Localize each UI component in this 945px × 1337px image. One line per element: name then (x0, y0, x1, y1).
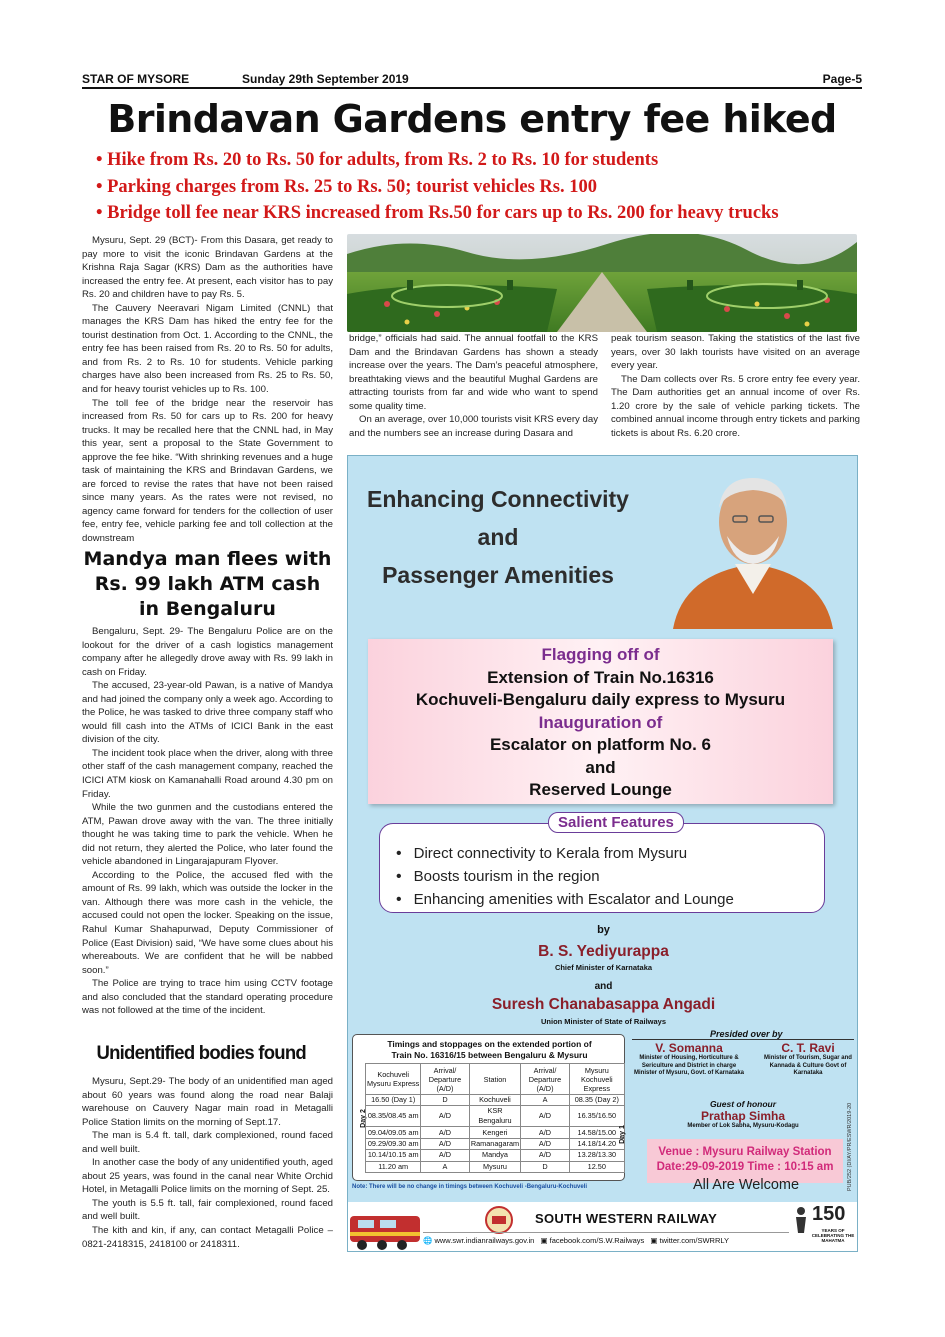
guest-title: Member of Lok Sabha, Mysuru-Kodagu (687, 1123, 799, 1129)
website-link[interactable]: www.swr.indianrailways.gov.in (434, 1236, 535, 1245)
table-cell: 14.18/14.20 (569, 1138, 624, 1149)
garden-image-icon (347, 234, 857, 332)
highlight-bullets (96, 147, 866, 227)
main-story-col2 (349, 332, 598, 440)
table-cell: D (421, 1095, 469, 1106)
table-row (366, 1161, 625, 1172)
publication-code: PUB/252 (DI/AY/PR/ESWR/2019-20 (847, 1102, 853, 1191)
twitter-icon: ▣ (650, 1236, 658, 1245)
story2-body (82, 625, 333, 1018)
flag-line: Extension of Train No.16316 (487, 667, 714, 687)
train-timetable (352, 1034, 625, 1181)
timetable-title (353, 1039, 626, 1060)
day2-label: Day 2 (359, 1109, 367, 1128)
table-header: Mysuru Kochuveli Express (569, 1064, 624, 1095)
table-row (366, 1150, 625, 1161)
table-cell: D (521, 1161, 569, 1172)
table-header: Station (469, 1064, 521, 1095)
guest-label: Guest of honour (709, 1099, 777, 1109)
badge-text: YEARS OF CELEBRATING THE MAHATMA (811, 1228, 855, 1243)
presiding-minister-1 (630, 1041, 748, 1078)
table-cell: 11.20 am (366, 1161, 421, 1172)
issue-date: Sunday 29th September 2019 (242, 72, 409, 86)
flag-line: and (585, 757, 616, 777)
story2-headline: Mandya man flees with Rs. 99 lakh ATM cash in Bengaluru (83, 548, 332, 620)
chief-guest-name: B. S. Yediyurappa (538, 943, 669, 960)
flag-line: Flagging off of (541, 645, 660, 664)
table-header: Arrival/ Departure (A/D) (521, 1064, 569, 1095)
table-header: Kochuveli Mysuru Express (366, 1064, 421, 1095)
timetable-grid (365, 1063, 625, 1173)
paragraph: bridge,” officials had said. The annual footfall to the KRS Dam and the Brindavan Gardens has shown a steady increase over the years. The Dam’s peaceful atmosphere, breathtaking views and the beautiful Mughal Gardens are attracting tourists from far and wide who want to spend some quality time. (349, 333, 598, 412)
table-cell: 12.50 (569, 1161, 624, 1172)
table-cell: A/D (421, 1127, 469, 1138)
railway-logo-icon (485, 1206, 513, 1234)
salient-item: • Enhancing amenities with Escalator and Lounge (396, 888, 734, 911)
twitter-link[interactable]: twitter.com/SWRRLY (659, 1236, 729, 1245)
table-cell: 16.50 (Day 1) (366, 1095, 421, 1106)
paragraph: The Police are trying to trace him using CCTV footage and also concluded that the standard operating procedure was not followed at the time of the incident. (82, 978, 333, 1017)
table-row (366, 1106, 625, 1127)
paper-name: STAR OF MYSORE (82, 72, 190, 86)
paragraph: peak tourism season. Taking the statistics of the last five years, over 30 lakh tourists have visited on an average every year. (611, 333, 860, 372)
main-headline: Brindavan Gardens entry fee hiked (107, 97, 837, 141)
table-cell: 09.29/09.30 am (366, 1138, 421, 1149)
table-cell: Ramanagaram (470, 1138, 520, 1148)
salient-label: Salient Features (548, 812, 684, 833)
brindavan-gardens-photo (347, 234, 857, 332)
bullet-item: • Parking charges from Rs. 25 to Rs. 50; tourist vehicles Rs. 100 (96, 176, 597, 197)
paragraph: The man is 5.4 ft. tall, dark complexioned, round faced and well built. (82, 1130, 333, 1155)
pres1-name: V. Somanna (655, 1041, 723, 1055)
person-portrait-icon (653, 464, 853, 629)
table-cell: Mandya (469, 1150, 521, 1161)
day1-label: Day 1 (619, 1125, 627, 1144)
mahatma-silhouette-icon (790, 1205, 812, 1235)
train-engine-icon (348, 1202, 428, 1252)
table-cell: A/D (421, 1106, 469, 1127)
presiding-minister-2 (758, 1041, 858, 1078)
badge-number: 150 (812, 1203, 846, 1225)
paragraph: In another case the body of any unidentified youth, aged about 25 years, was found in the canal near White Orchid Hotel, in Metagalli Police limits on the morning of Sept. 25. (82, 1157, 333, 1196)
table-cell: 10.14/10.15 am (366, 1150, 421, 1161)
page-number: Page-5 (822, 72, 862, 86)
table-cell: 13.28/13.30 (569, 1150, 624, 1161)
minister-title: Union Minister of State of Railways (540, 1017, 667, 1026)
table-cell: A/D (521, 1127, 569, 1138)
table-note: Note: There will be no change in timings between Kochuveli -Bengaluru-Kochuveli (352, 1184, 588, 1190)
railway-footer (348, 1202, 858, 1252)
paragraph: The youth is 5.5 ft. tall, fair complexioned, round faced and well built. (82, 1197, 333, 1223)
minister-name: Suresh Chanabasappa Angadi (491, 996, 716, 1013)
salient-item: • Direct connectivity to Kerala from Mysuru (396, 842, 734, 865)
table-cell: A/D (521, 1106, 569, 1127)
pres1-title: Minister of Housing, Horticulture & Sericulture and District in charge Minister of Mysuru, Govt. of Karnataka (633, 1055, 745, 1076)
chief-guest-title: Chief Minister of Karnataka (554, 963, 653, 972)
paragraph: Mysuru, Sept.29- The body of an unidentified man aged about 60 years was found along the road near Balaji warehouse on Cauvery Nagar main road in Metagalli Police Station limits on the morning of Sept.17. (82, 1076, 333, 1128)
globe-icon: 🌐 (423, 1236, 433, 1245)
ad-title-line: Enhancing Connectivity (367, 486, 629, 512)
paragraph: The Dam collects over Rs. 5 crore entry fee every year. The Dam authorities get an annual income of over Rs. 1.20 crore by the sale of vehicle parking tickets. The combined annual income through entry tickets and parking tickets is about Rs. 6.20 crore. (611, 373, 860, 439)
timetable-body (366, 1095, 625, 1173)
table-cell: KSR Bengaluru (469, 1106, 521, 1127)
ad-title-line: Passenger Amenities (382, 562, 614, 588)
paragraph: The incident took place when the driver, along with three other staff of the cash management company, reached the ICICI ATM kiosk on Kamanahalli Road around 4.30 pm on Friday. (82, 747, 333, 800)
paragraph: According to the Police, the accused fled with the amount of Rs. 99 lakh, which was outside the locker in the van. Although there was more cash in the vehicle, the accused could not open the locker. Speaking on the issue, Rahul Kumar Shahapurwad, Deputy Commissioner of Police (East Division) said, “We have some clues about his whereabouts. We are confident that he will be nabbed soon.” (82, 869, 333, 976)
presided-rule (632, 1039, 854, 1040)
welcome-text: All Are Welcome (692, 1177, 800, 1193)
table-cell: Mysuru (469, 1161, 521, 1172)
flag-line: Reserved Lounge (529, 780, 672, 799)
and-label: and (594, 981, 613, 992)
paragraph: The kith and kin, if any, can contact Metagalli Police – 0821-2418315, 2418100 or 2418311. (82, 1225, 333, 1250)
gandhi-150-badge (790, 1203, 856, 1251)
table-cell: A/D (421, 1150, 469, 1161)
facebook-link[interactable]: facebook.com/S.W.Railways (549, 1236, 645, 1245)
paragraph: Mysuru, Sept. 29 (BCT)- From this Dasara, get ready to pay more to visit the iconic Brindavan Gardens at the Krishna Raja Sagar (KRS) Dam as the authorities have increased the entry fee. At present, each visitor has to pay Rs. 20 and children have to pay Rs. 5. (82, 235, 333, 301)
table-cell: A/D (421, 1138, 469, 1149)
table-cell: 16.35/16.50 (569, 1106, 624, 1127)
flag-line: Kochuveli-Bengaluru daily express to Mysuru (415, 690, 786, 709)
table-cell: A/D (521, 1150, 569, 1161)
story3-body (82, 1075, 333, 1251)
portrait-photo (653, 464, 853, 629)
table-cell: 09.04/09.05 am (366, 1127, 421, 1138)
flag-line: Inauguration of (538, 712, 663, 732)
table-cell: 14.58/15.00 (569, 1127, 624, 1138)
salient-list (396, 842, 734, 911)
date-time-text: Date:29-09-2019 Time : 10:15 am (656, 1161, 834, 1173)
guest-of-honour (638, 1099, 848, 1129)
paragraph: Bengaluru, Sept. 29- The Bengaluru Police are on the lookout for the driver of a cash logistics management company after he allegedly drove away with Rs. 99 lakh in cash on Friday. (82, 626, 333, 678)
bullet-item: • Hike from Rs. 20 to Rs. 50 for adults, from Rs. 2 to Rs. 10 for students (96, 150, 659, 170)
salient-features-box (379, 814, 825, 913)
table-row (366, 1127, 625, 1138)
railway-name: SOUTH WESTERN RAILWAY (535, 1211, 718, 1226)
presided-label: Presided over by (710, 1029, 783, 1039)
table-header: Arrival/ Departure (A/D) (421, 1064, 469, 1095)
contact-links (423, 1232, 789, 1248)
ad-title (348, 480, 648, 594)
main-story-col3 (611, 332, 860, 440)
table-cell: Kochuveli (469, 1095, 521, 1106)
table-cell: A/D (521, 1138, 569, 1149)
flag-line: Escalator on platform No. 6 (489, 735, 712, 754)
table-cell: A (521, 1095, 569, 1106)
pres2-title: Minister of Tourism, Sugar and Kannada & Culture Govt of Karnataka (764, 1055, 852, 1076)
paragraph: The toll fee of the bridge near the reservoir has increased from Rs. 50 for cars up to Rs. 200 for heavy trucks. It may be recalled here that the CNNL had, in May this year, sent a proposal to the State Government to approve the fee hike. “With shrinking revenues and a huge task of maintaining the KRS and Brindavan Gardens, we are forced to revise the rates that have not been raised since many years. As the rates were not revised, no agency came forward for tenders for the collection of user fee, entry fee, vehicle parking fee and toll collection at the downstream (82, 397, 333, 545)
paragraph: The accused, 23-year-old Pawan, is a native of Mandya and had joined the company only a week ago. According to the Police, he was tasked to drive three company staff who would fill cash into the ATMs of ICICI Bank in the east division of the city. (82, 680, 333, 746)
table-row (366, 1095, 625, 1106)
table-cell: Kengeri (469, 1127, 521, 1138)
bullet-item: • Bridge toll fee near KRS increased from Rs.50 for cars up to Rs. 200 for heavy trucks (96, 203, 779, 223)
salient-item: • Boosts tourism in the region (396, 865, 734, 888)
table-cell: 08.35 (Day 2) (569, 1095, 624, 1106)
by-label: by (597, 924, 610, 936)
timetable-title-line: Train No. 16316/15 between Bengaluru & Mysuru (391, 1049, 588, 1060)
table-row (366, 1138, 625, 1149)
paragraph: While the two gunmen and the custodians entered the ATM, Pawan drove away with the van. The three initially thought he was taking time to park the vehicle. When he did not return, they alerted the Police, who later found the vehicle abandoned in Lingarajapuram Flyover. (82, 802, 333, 868)
masthead (82, 71, 862, 89)
paragraph: The Cauvery Neeravari Nigam Limited (CNNL) that manages the KRS Dam has hiked the entry fee for the tourist destination from Oct. 1. According to the CNNL, the entry fee has been raised from Rs. 20 to Rs. 50 for adults, and from Rs. 2 to Rs. 10 for students. Vehicle parking charges have also been increased from Rs. 25 to Rs. 50, and for heavy tourist vehicles up to Rs. 100. (82, 302, 333, 396)
table-cell: 08.35/08.45 am (366, 1106, 421, 1127)
flagging-off-panel (368, 639, 833, 804)
railway-advertisement (347, 455, 858, 1252)
main-story-col1 (82, 234, 333, 546)
guest-name: Prathap Simha (700, 1109, 786, 1123)
pres2-name: C. T. Ravi (781, 1041, 835, 1055)
table-cell: A (421, 1161, 469, 1172)
timetable-title-line: Timings and stoppages on the extended portion of (387, 1039, 592, 1049)
story3-headline: Unidentified bodies found (96, 1042, 306, 1064)
ad-title-line: and (477, 524, 519, 550)
paragraph: On an average, over 10,000 tourists visit KRS every day and the numbers see an increase during Dasara and (349, 414, 598, 439)
facebook-icon: ▣ (540, 1236, 548, 1245)
venue-text: Venue : Mysuru Railway Station (658, 1146, 832, 1158)
